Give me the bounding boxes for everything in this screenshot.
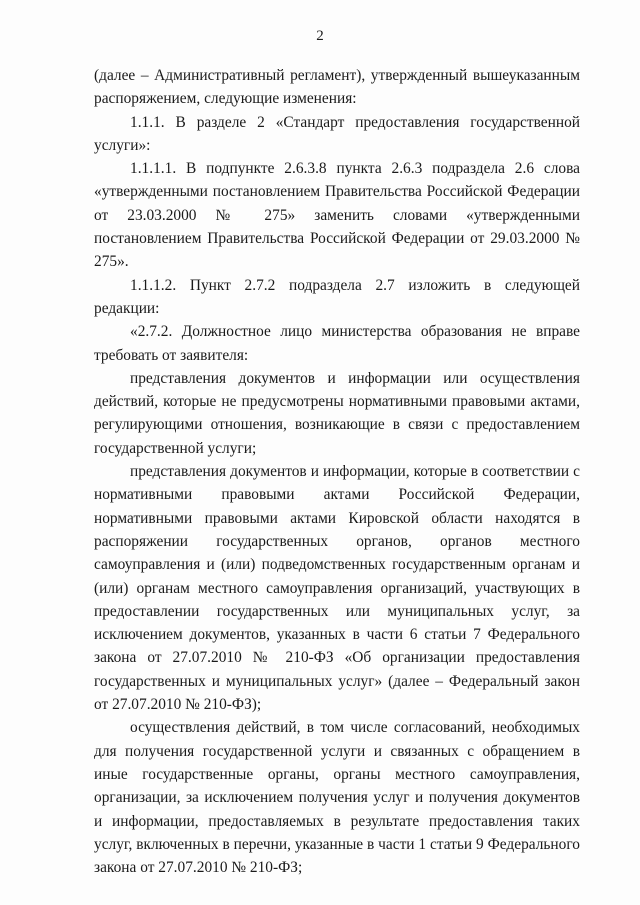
paragraph-1-1-1-1: 1.1.1.1. В подпункте 2.6.3.8 пункта 2.6.3 подраздела 2.6 слова «утвержденными постановлением Правительства Российской Федерации от 23.03.2000 № 275» заменить словами «утвержденными постановлением Правительства Российской Федерации от 29.03.2000 № 275». xyxy=(94,160,580,271)
paragraph-1-1-1: 1.1.1. В разделе 2 «Стандарт предоставления государственной услуги»: xyxy=(94,113,580,154)
paragraph-continuation: (далее – Административный регламент), утвержденный вышеуказанным распоряжением, следующие изменения: xyxy=(94,67,580,108)
paragraph-1-1-1-2: 1.1.1.2. Пункт 2.7.2 подраздела 2.7 изложить в следующей редакции: xyxy=(94,276,580,317)
document-body xyxy=(94,64,580,879)
paragraph-2-7-2: «2.7.2. Должностное лицо министерства образования не вправе требовать от заявителя: xyxy=(94,323,580,364)
paragraph-item-3: осуществления действий, в том числе согласований, необходимых для получения государственной услуги и связанных с обращением в иные государственные органы, органы местного самоуправления, организации, за исключением получения услуг и получения документов и информации, предоставляемых в результате предоставления таких услуг, включенных в перечни, указанные в части 1 статьи 9 Федерального закона от 27.07.2010 № 210-ФЗ; xyxy=(94,719,580,877)
page-number: 2 xyxy=(316,28,324,44)
paragraph-item-1: представления документов и информации или осуществления действий, которые не предусмотрены нормативными правовыми актами, регулирующими отношения, возникающие в связи с предоставлением государственной услуги; xyxy=(94,369,580,457)
paragraph-item-2: представления документов и информации, которые в соответствии с нормативными правовыми актами Российской Федерации, нормативными правовыми актами Кировской области находятся в распоряжении государственных органов, органов местного самоуправления и (или) подведомственных государственным органам и (или) органам местного самоуправления организаций, участвующих в предоставлении государственных или муниципальных услуг, за исключением документов, указанных в части 6 статьи 7 Федерального закона от 27.07.2010 № 210-ФЗ «Об организации предоставления государственных и муниципальных услуг» (далее – Федеральный закон от 27.07.2010 № 210-ФЗ); xyxy=(94,463,580,714)
